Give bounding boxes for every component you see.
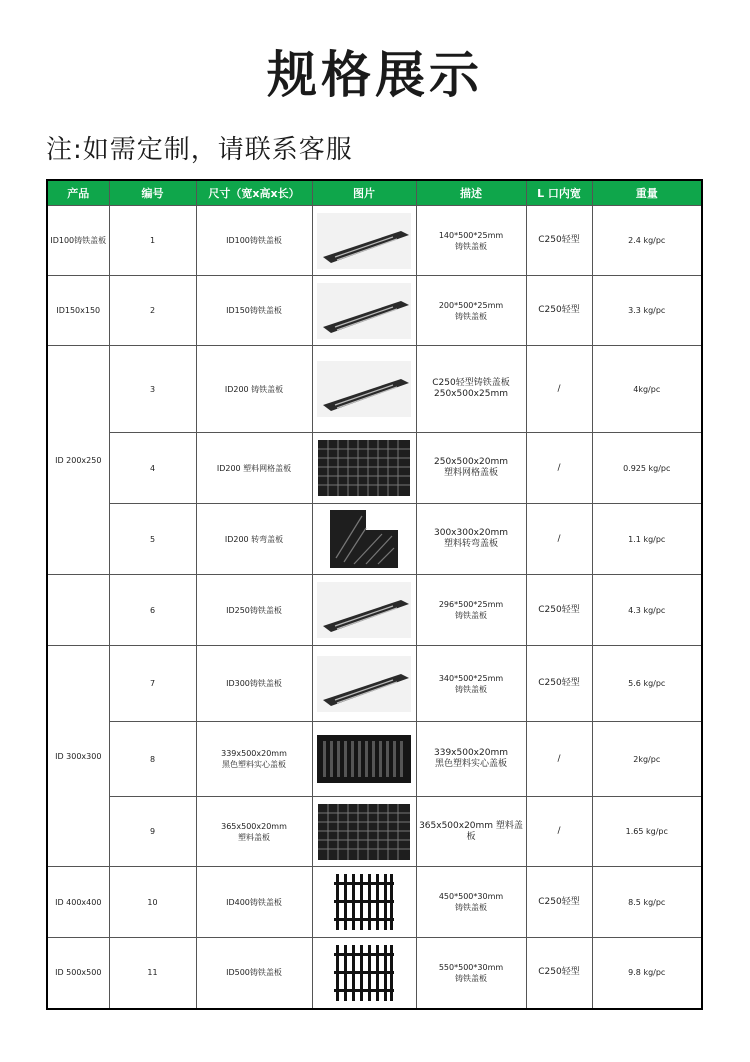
- description-cell: 340*500*25mm 铸铁盖板: [416, 646, 526, 722]
- header-inner-width: L 口内宽: [526, 180, 592, 206]
- weight-cell: 2kg/pc: [592, 722, 702, 797]
- inner-width-cell: C250轻型: [526, 938, 592, 1009]
- page-title: 规格展示: [267, 46, 483, 104]
- size-cell: ID500铸铁盖板: [196, 938, 312, 1009]
- inner-width-cell: C250轻型: [526, 276, 592, 346]
- custom-note: 注:如需定制，请联系客服: [46, 135, 353, 165]
- description-cell: 300x300x20mm 塑料转弯盖板: [416, 504, 526, 575]
- weight-cell: 8.5 kg/pc: [592, 867, 702, 938]
- size-cell: ID200 铸铁盖板: [196, 346, 312, 433]
- number-cell: 7: [109, 646, 196, 722]
- number-cell: 9: [109, 797, 196, 867]
- inner-width-cell: C250轻型: [526, 575, 592, 646]
- description-cell: 140*500*25mm 铸铁盖板: [416, 206, 526, 276]
- weight-cell: 4.3 kg/pc: [592, 575, 702, 646]
- size-cell: ID100铸铁盖板: [196, 206, 312, 276]
- inner-width-cell: /: [526, 433, 592, 504]
- weight-cell: 0.925 kg/pc: [592, 433, 702, 504]
- plastic-grid-cover-icon: [312, 797, 416, 867]
- description-cell: 296*500*25mm 铸铁盖板: [416, 575, 526, 646]
- table-row: [47, 938, 702, 1009]
- number-cell: 3: [109, 346, 196, 433]
- size-cell: ID150铸铁盖板: [196, 276, 312, 346]
- description-cell: 339x500x20mm 黑色塑料实心盖板: [416, 722, 526, 797]
- ladder-grate-icon: [312, 867, 416, 938]
- header-image: 图片: [312, 180, 416, 206]
- size-cell: 339x500x20mm 黑色塑料实心盖板: [196, 722, 312, 797]
- header-description: 描述: [416, 180, 526, 206]
- weight-cell: 2.4 kg/pc: [592, 206, 702, 276]
- table-row: [47, 575, 702, 646]
- header-size: 尺寸（宽x高x长）: [196, 180, 312, 206]
- solid-plastic-cover-icon: [312, 722, 416, 797]
- inner-width-cell: /: [526, 722, 592, 797]
- number-cell: 5: [109, 504, 196, 575]
- cast-iron-cover-icon: [312, 575, 416, 646]
- cast-iron-cover-icon: [312, 206, 416, 276]
- weight-cell: 5.6 kg/pc: [592, 646, 702, 722]
- size-cell: ID200 转弯盖板: [196, 504, 312, 575]
- size-cell: ID300铸铁盖板: [196, 646, 312, 722]
- weight-cell: 1.65 kg/pc: [592, 797, 702, 867]
- size-cell: ID400铸铁盖板: [196, 867, 312, 938]
- size-cell: ID250铸铁盖板: [196, 575, 312, 646]
- number-cell: 10: [109, 867, 196, 938]
- weight-cell: 4kg/pc: [592, 346, 702, 433]
- product-cell: ID 200x250: [47, 346, 109, 575]
- plastic-grid-cover-icon: [312, 433, 416, 504]
- inner-width-cell: C250轻型: [526, 206, 592, 276]
- product-cell: ID100铸铁盖板: [47, 206, 109, 276]
- header-product: 产品: [47, 180, 109, 206]
- description-cell: 450*500*30mm 铸铁盖板: [416, 867, 526, 938]
- table-row: [47, 504, 702, 575]
- description-cell: 200*500*25mm 铸铁盖板: [416, 276, 526, 346]
- description-cell: C250轻型铸铁盖板 250x500x25mm: [416, 346, 526, 433]
- inner-width-cell: /: [526, 797, 592, 867]
- size-cell: 365x500x20mm 塑料盖板: [196, 797, 312, 867]
- ladder-grate-icon: [312, 938, 416, 1009]
- product-cell: [47, 575, 109, 646]
- table-row: [47, 646, 702, 722]
- table-header-row: [47, 180, 702, 206]
- number-cell: 1: [109, 206, 196, 276]
- product-cell: ID 300x300: [47, 646, 109, 867]
- weight-cell: 9.8 kg/pc: [592, 938, 702, 1009]
- description-cell: 365x500x20mm 塑料盖板: [416, 797, 526, 867]
- weight-cell: 1.1 kg/pc: [592, 504, 702, 575]
- table-row: [47, 867, 702, 938]
- inner-width-cell: C250轻型: [526, 646, 592, 722]
- header-weight: 重量: [592, 180, 702, 206]
- product-cell: ID 400x400: [47, 867, 109, 938]
- inner-width-cell: C250轻型: [526, 867, 592, 938]
- number-cell: 4: [109, 433, 196, 504]
- number-cell: 2: [109, 276, 196, 346]
- size-cell: ID200 塑料网格盖板: [196, 433, 312, 504]
- table-row: [47, 797, 702, 867]
- corner-cover-icon: [312, 504, 416, 575]
- table-row: [47, 433, 702, 504]
- table-row: [47, 276, 702, 346]
- description-cell: 250x500x20mm 塑料网格盖板: [416, 433, 526, 504]
- cast-iron-cover-icon: [312, 646, 416, 722]
- table-row: [47, 206, 702, 276]
- number-cell: 8: [109, 722, 196, 797]
- weight-cell: 3.3 kg/pc: [592, 276, 702, 346]
- cast-iron-cover-icon: [312, 276, 416, 346]
- product-cell: ID150x150: [47, 276, 109, 346]
- table-row: [47, 722, 702, 797]
- inner-width-cell: /: [526, 346, 592, 433]
- number-cell: 6: [109, 575, 196, 646]
- number-cell: 11: [109, 938, 196, 1009]
- inner-width-cell: /: [526, 504, 592, 575]
- table-row: [47, 346, 702, 433]
- cast-iron-cover-icon: [312, 346, 416, 433]
- spec-table: [46, 179, 703, 1010]
- header-number: 编号: [109, 180, 196, 206]
- product-cell: ID 500x500: [47, 938, 109, 1009]
- description-cell: 550*500*30mm 铸铁盖板: [416, 938, 526, 1009]
